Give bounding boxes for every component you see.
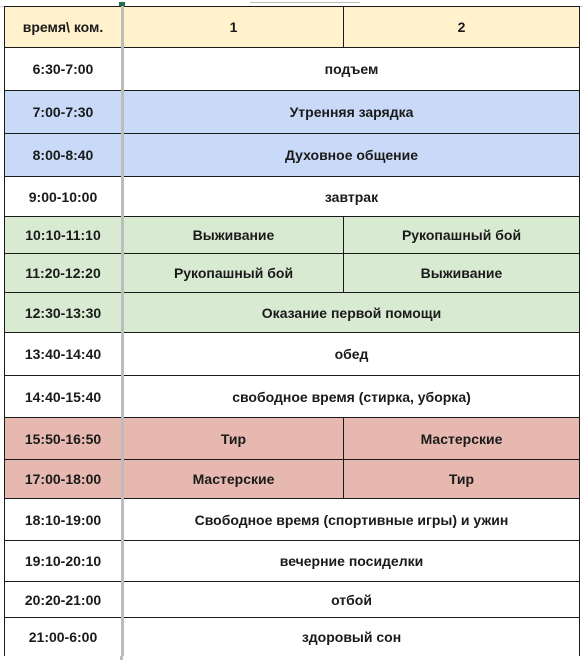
table-row — [5, 48, 580, 91]
table-row — [5, 376, 580, 418]
activity-cell[interactable]: вечерние посиделки — [123, 541, 580, 582]
time-cell[interactable]: 19:10-20:10 — [5, 541, 123, 582]
table-row — [5, 499, 580, 541]
activity-cell[interactable]: здоровый сон — [123, 618, 580, 657]
time-cell[interactable]: 18:10-19:00 — [5, 499, 123, 541]
header-row — [5, 7, 580, 48]
activity-cell[interactable]: свободное время (стирка, уборка) — [123, 376, 580, 418]
activity-cell[interactable]: отбой — [123, 582, 580, 618]
team1-cell[interactable]: Рукопашный бой — [123, 254, 344, 293]
table-row — [5, 134, 580, 177]
schedule-table — [4, 6, 580, 657]
table-row — [5, 91, 580, 134]
time-cell[interactable]: 13:40-14:40 — [5, 333, 123, 376]
team2-cell[interactable]: Мастерские — [344, 418, 580, 460]
activity-cell[interactable]: Оказание первой помощи — [123, 293, 580, 333]
team2-cell[interactable]: Выживание — [344, 254, 580, 293]
team2-cell[interactable]: Тир — [344, 460, 580, 499]
activity-cell[interactable]: Свободное время (спортивные игры) и ужин — [123, 499, 580, 541]
time-cell[interactable]: 15:50-16:50 — [5, 418, 123, 460]
time-cell[interactable]: 14:40-15:40 — [5, 376, 123, 418]
team2-cell[interactable]: Рукопашный бой — [344, 217, 580, 254]
table-row — [5, 217, 580, 254]
team1-cell[interactable]: Тир — [123, 418, 344, 460]
time-cell[interactable]: 21:00-6:00 — [5, 618, 123, 657]
time-cell[interactable]: 8:00-8:40 — [5, 134, 123, 177]
cut-off-row-fragment — [250, 0, 360, 3]
table-row — [5, 293, 580, 333]
time-cell[interactable]: 11:20-12:20 — [5, 254, 123, 293]
column-divider-stub — [120, 656, 123, 660]
table-row — [5, 541, 580, 582]
activity-cell[interactable]: завтрак — [123, 177, 580, 217]
header-team1-cell[interactable]: 1 — [123, 7, 344, 48]
bottom-gridline-strip — [0, 656, 583, 660]
time-cell[interactable]: 20:20-21:00 — [5, 582, 123, 618]
team1-cell[interactable]: Выживание — [123, 217, 344, 254]
table-row — [5, 254, 580, 293]
table-row — [5, 582, 580, 618]
activity-cell[interactable]: подъем — [123, 48, 580, 91]
time-cell[interactable]: 12:30-13:30 — [5, 293, 123, 333]
table-row — [5, 418, 580, 460]
activity-cell[interactable]: Утренняя зарядка — [123, 91, 580, 134]
table-row — [5, 460, 580, 499]
activity-cell[interactable]: Духовное общение — [123, 134, 580, 177]
table-row — [5, 333, 580, 376]
header-time-cell[interactable]: время\ ком. — [5, 7, 123, 48]
table-row — [5, 618, 580, 657]
header-team2-cell[interactable]: 2 — [344, 7, 580, 48]
team1-cell[interactable]: Мастерские — [123, 460, 344, 499]
time-cell[interactable]: 9:00-10:00 — [5, 177, 123, 217]
time-cell[interactable]: 6:30-7:00 — [5, 48, 123, 91]
time-cell[interactable]: 7:00-7:30 — [5, 91, 123, 134]
time-cell[interactable]: 17:00-18:00 — [5, 460, 123, 499]
time-cell[interactable]: 10:10-11:10 — [5, 217, 123, 254]
activity-cell[interactable]: обед — [123, 333, 580, 376]
table-row — [5, 177, 580, 217]
